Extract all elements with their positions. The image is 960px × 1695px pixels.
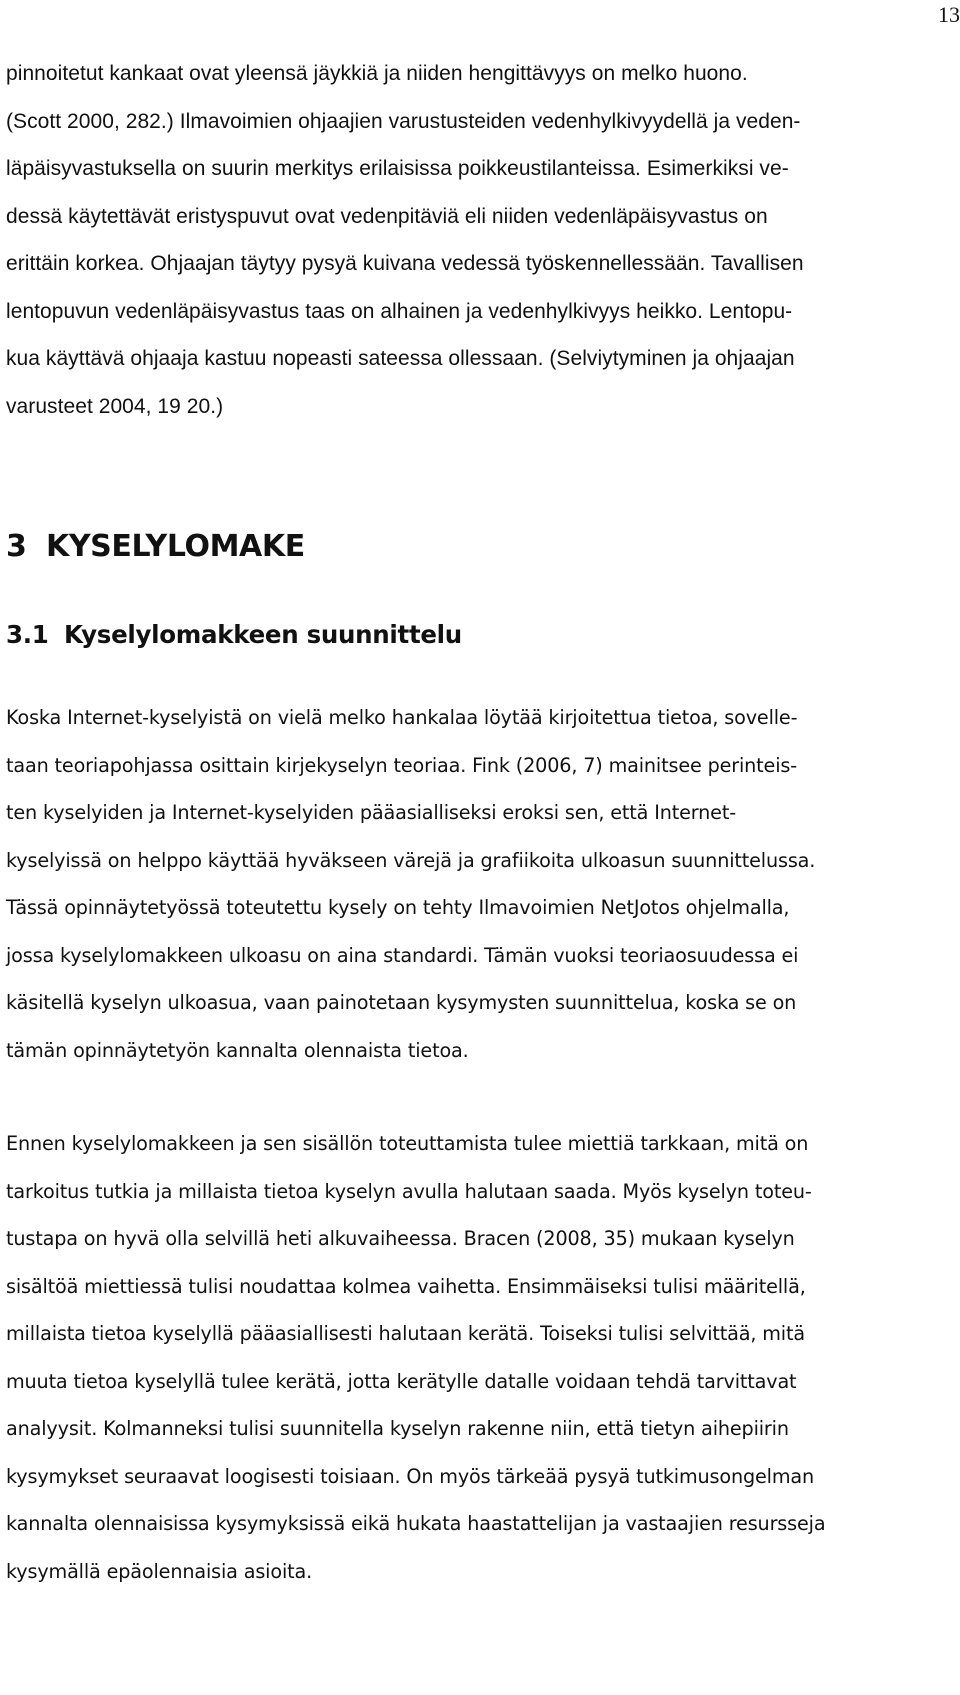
text-line: Ennen kyselylomakkeen ja sen sisällön toteuttamista tulee miettiä tarkkaan, mitä on (6, 1132, 809, 1155)
text-line: (Scott 2000, 282.) Ilmavoimien ohjaajien varustusteiden vedenhylkivyydellä ja veden- (6, 109, 801, 133)
text-line: kannalta olennaisissa kysymyksissä eikä hukata haastattelijan ja vastaajien resursseja (6, 1512, 826, 1535)
text-line: lentopuvun vedenläpäisyvastus taas on alhainen ja vedenhylkivyys heikko. Lentopu- (6, 299, 793, 323)
section-number: 3.1 (6, 620, 49, 649)
text-line: kysymykset seuraavat loogisesti toisiaan. On myös tärkeää pysyä tutkimusongelman (6, 1464, 815, 1488)
text-line: muuta tietoa kyselyllä tulee kerätä, jotta kerätylle datalle voidaan tehdä tarvittavat (6, 1369, 797, 1393)
chapter-heading (6, 527, 305, 567)
text-line: läpäisyvastuksella on suurin merkitys erilaisissa poikkeustilanteissa. Esimerkiksi ve- (6, 157, 789, 180)
text-line: kua käyttävä ohjaaja kastuu nopeasti sateessa ollessaan. (Selviytyminen ja ohjaajan (6, 347, 795, 370)
text-line: dessä käytettävät eristyspuvut ovat vedenpitäviä eli niiden vedenläpäisyvastus on (6, 204, 768, 228)
text-line: Tässä opinnäytetyössä toteutettu kysely on tehty Ilmavoimien NetJotos ohjelmalla, (6, 896, 790, 919)
section-heading (6, 618, 462, 652)
section-title: Kyselylomakkeen suunnittelu (64, 620, 462, 649)
text-line: millaista tietoa kyselyllä pääasiallisesti halutaan kerätä. Toiseksi tulisi selvittää, mitä (6, 1322, 805, 1345)
intro-paragraph (6, 50, 804, 430)
text-line: tarkoitus tutkia ja millaista tietoa kyselyn avulla halutaan saada. Myös kyselyn toteu- (6, 1179, 812, 1203)
text-line: käsitellä kyselyn ulkoasua, vaan painotetaan kysymysten suunnittelua, koska se on (6, 991, 797, 1014)
text-line: Koska Internet-kyselyistä on vielä melko hankalaa löytää kirjoitettua tietoa, sovelle- (6, 706, 798, 729)
text-line: analyysit. Kolmanneksi tulisi suunnitella kyselyn rakenne niin, että tietyn aihepiirin (6, 1417, 789, 1440)
text-line: erittäin korkea. Ohjaajan täytyy pysyä kuivana vedessä työskennellessään. Tavallisen (6, 252, 804, 275)
text-line: tämän opinnäytetyön kannalta olennaista tietoa. (6, 1038, 469, 1062)
text-line: varusteet 2004, 19 20.) (6, 394, 224, 418)
text-line: tustapa on hyvä olla selvillä heti alkuvaiheessa. Bracen (2008, 35) mukaan kyselyn (6, 1227, 795, 1250)
chapter-title: KYSELYLOMAKE (46, 529, 305, 564)
text-line: kyselyissä on helppo käyttää hyväkseen värejä ja grafiikoita ulkoasun suunnittelussa. (6, 848, 816, 872)
chapter-number: 3 (6, 529, 27, 564)
page-number: 13 (938, 2, 960, 27)
text-line: kysymällä epäolennaisia asioita. (6, 1559, 313, 1583)
text-line: pinnoitetut kankaat ovat yleensä jäykkiä ja niiden hengittävyys on melko huono. (6, 62, 748, 85)
text-line: ten kyselyiden ja Internet-kyselyiden pääasialliseksi eroksi sen, että Internet- (6, 801, 736, 824)
paragraph-1 (6, 694, 815, 1074)
text-line: sisältöä miettiessä tulisi noudattaa kolmea vaihetta. Ensimmäiseksi tulisi määritellä, (6, 1274, 806, 1298)
text-line: jossa kyselylomakkeen ulkoasu on aina standardi. Tämän vuoksi teoriaosuudessa ei (6, 943, 799, 967)
text-line: taan teoriapohjassa osittain kirjekyselyn teoriaa. Fink (2006, 7) mainitsee perinteis- (6, 753, 798, 777)
paragraph-2 (6, 1120, 825, 1595)
